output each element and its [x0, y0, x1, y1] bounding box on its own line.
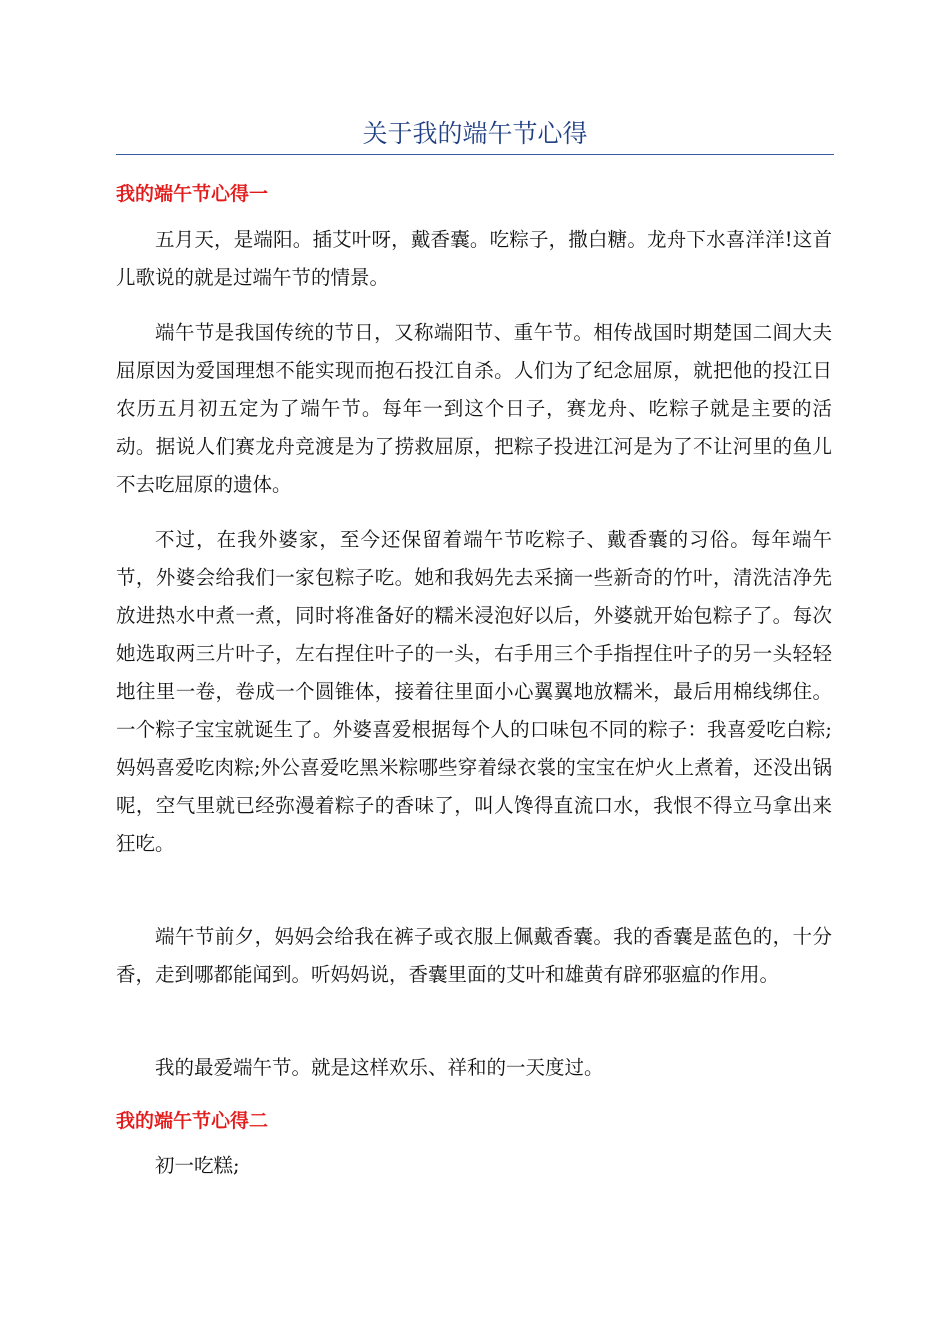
section-heading-1: 我的端午节心得一 — [116, 183, 269, 205]
section-1-paragraph-4: 端午节前夕，妈妈会给我在裤子或衣服上佩戴香囊。我的香囊是蓝色的，十分香，走到哪都能闻到。听妈妈说，香囊里面的艾叶和雄黄有辟邪驱瘟的作用。 — [116, 925, 832, 986]
section-2-paragraph-1: 初一吃糕; — [155, 1154, 240, 1177]
title-underline-rule — [116, 154, 834, 155]
section-1-paragraph-2: 端午节是我国传统的节日，又称端阳节、重午节。相传战国时期楚国二闾大夫屈原因为爱国理想不能实现而抱石投江自杀。人们为了纪念屈原，就把他的投江日农历五月初五定为了端午节。每年一到这个日子，赛龙舟、吃粽子就是主要的活动。据说人们赛龙舟竞渡是为了捞救屈原，把粽子投进江河是为了不让河里的鱼儿不去吃屈原的遗体。 — [116, 321, 832, 496]
document-title: 关于我的端午节心得 — [362, 119, 588, 148]
section-heading-2: 我的端午节心得二 — [116, 1110, 269, 1132]
section-1-paragraph-5: 我的最爱端午节。就是这样欢乐、祥和的一天度过。 — [155, 1056, 604, 1079]
section-1-paragraph-1: 五月天，是端阳。插艾叶呀，戴香囊。吃粽子，撒白糖。龙舟下水喜洋洋!这首儿歌说的就是过端午节的情景。 — [116, 228, 832, 289]
section-1-paragraph-3: 不过，在我外婆家，至今还保留着端午节吃粽子、戴香囊的习俗。每年端午节，外婆会给我们一家包粽子吃。她和我妈先去采摘一些新奇的竹叶，清洗洁净先放进热水中煮一煮，同时将准备好的糯米浸泡好以后，外婆就开始包粽子了。每次她选取两三片叶子，左右捏住叶子的一头，右手用三个手指捏住叶子的另一头轻轻地往里一卷，卷成一个圆锥体，接着往里面小心翼翼地放糯米，最后用棉线绑住。一个粽子宝宝就诞生了。外婆喜爱根据每个人的口味包不同的粽子：我喜爱吃白粽;妈妈喜爱吃肉粽;外公喜爱吃黑米粽哪些穿着绿衣裳的宝宝在炉火上煮着，还没出锅呢，空气里就已经弥漫着粽子的香味了，叫人馋得直流口水，我恨不得立马拿出来狂吃。 — [116, 528, 832, 855]
